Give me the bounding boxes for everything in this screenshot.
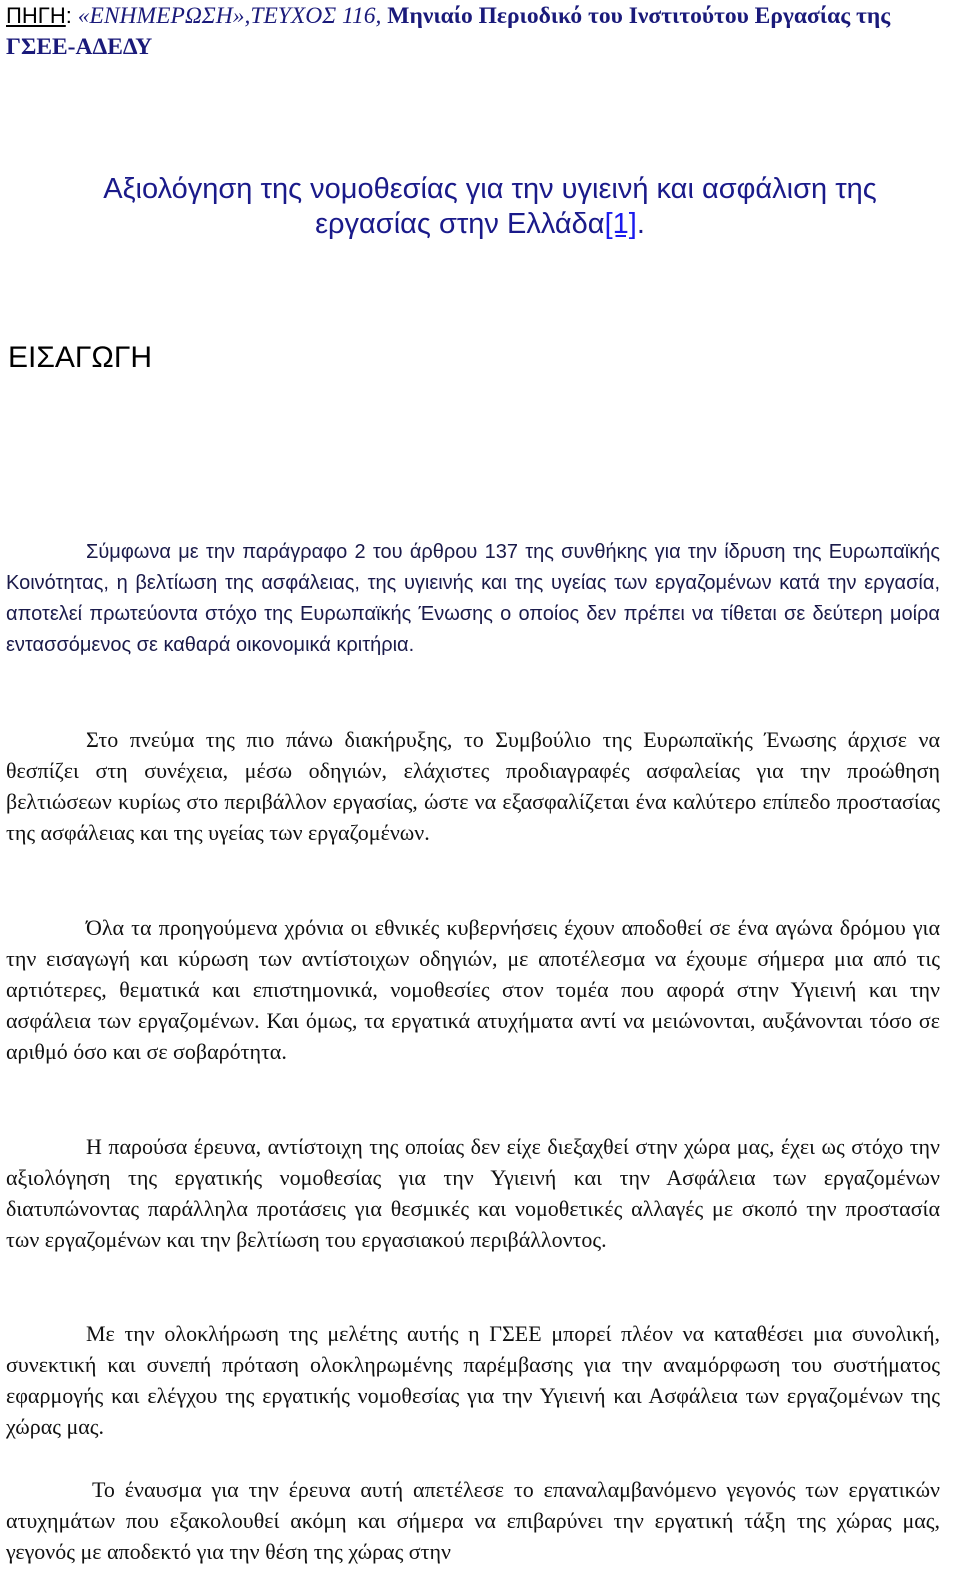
footnote-link[interactable]: [1] — [604, 208, 637, 240]
article-title — [0, 172, 960, 242]
source-description: Μηνιαίο Περιοδικό του Ινστιτούτου Εργασίας της ΓΣΕΕ-ΑΔΕΔΥ — [6, 3, 891, 60]
article-title-line1: Αξιολόγηση της νομοθεσίας για την υγιεινή και ασφάλιση της — [103, 173, 877, 205]
article-title-line2: εργασίας στην Ελλάδα — [315, 208, 605, 240]
source-line — [6, 0, 946, 63]
source-issue: «ΕΝΗΜΕΡΩΣΗ»,ΤΕΥΧΟΣ 116, — [77, 3, 382, 29]
section-heading: ΕΙΣΑΓΩΓΗ — [8, 341, 153, 374]
paragraph-2: Στο πνεύμα της πιο πάνω διακήρυξης, το Συμβούλιο της Ευρωπαϊκής Ένωσης άρχισε να θεσπίζει στη συνέχεια, μέσω οδηγιών, ελάχιστες προδιαγραφές ασφαλείας για την προώθηση βελτιώσεων κυρίως στο περιβάλλον εργασίας, ώστε να εξασφαλίζεται ένα καλύτερο επίπεδο προστασίας της ασφάλειας και της υγείας των εργαζομένων. — [6, 727, 940, 845]
paragraph-4: Η παρούσα έρευνα, αντίστοιχη της οποίας δεν είχε διεξαχθεί στην χώρα μας, έχει ως στόχο την αξιολόγηση της εργατικής νομοθεσίας για την Υγιεινή και την Ασφάλεια των εργαζομένων διατυπώνοντας παράλληλα προτάσεις για θεσμικές και νομοθετικές αλλαγές με σκοπό την προστασία των εργαζομένων και την βελτίωση του εργασιακού περιβάλλοντος. — [6, 1134, 940, 1252]
paragraph-5: Με την ολοκλήρωση της μελέτης αυτής η ΓΣΕΕ μπορεί πλέον να καταθέσει μια συνολική, συνεκτική και συνεπή πρόταση ολοκληρωμένης παρέμβασης για την αναμόρφωση του συστήματος εφαρμογής και ελέγχου της εργατικής νομοθεσίας για την Υγιεινή και Ασφάλεια των εργαζομένων της χώρας μας. — [6, 1321, 940, 1439]
article-title-line2-wrapper — [0, 207, 960, 242]
article-title-end: . — [636, 208, 645, 240]
source-label: ΠΗΓΗ — [6, 3, 66, 28]
paragraph-1: Σύμφωνα με την παράγραφο 2 του άρθρου 137 της συνθήκης για την ίδρυση της Ευρωπαϊκής Κοινότητας, η βελτίωση της ασφάλειας, της υγιεινής και της υγείας των εργαζομένων κατά την εργασία, αποτελεί πρωτεύοντα στόχο της Ευρωπαϊκής Ένωσης ο οποίος δεν πρέπει να τίθεται σε δεύτερη μοίρα εντασσόμενος σε καθαρά οικονομικά κριτήρια. — [6, 541, 940, 656]
paragraph-3: Όλα τα προηγούμενα χρόνια οι εθνικές κυβερνήσεις έχουν αποδοθεί σε ένα αγώνα δρόμου για την εισαγωγή και κύρωση των αντίστοιχων οδηγιών, με αποτέλεσμα να έχουμε σήμερα μια από τις αρτιότερες, θεματικά και επιστημονικά, νομοθεσίες στον τομέα που αφορά στην Υγιεινή και την ασφάλεια των εργαζομένων. Και όμως, τα εργατικά ατυχήματα αντί να μειώνονται, αυξάνονται τόσο σε αριθμό όσο και σε σοβαρότητα. — [6, 915, 940, 1064]
source-colon: : — [65, 3, 72, 28]
paragraph-6: Το έναυσμα για την έρευνα αυτή απετέλεσε το επαναλαμβανόμενο γεγονός των εργατικών ατυχημάτων που εξακολουθεί ακόμη και σήμερα να επιβαρύνει την εργατική τάξη της χώρας μας, γεγονός με αποδεκτό για την θέση της χώρας στην — [6, 1477, 940, 1564]
